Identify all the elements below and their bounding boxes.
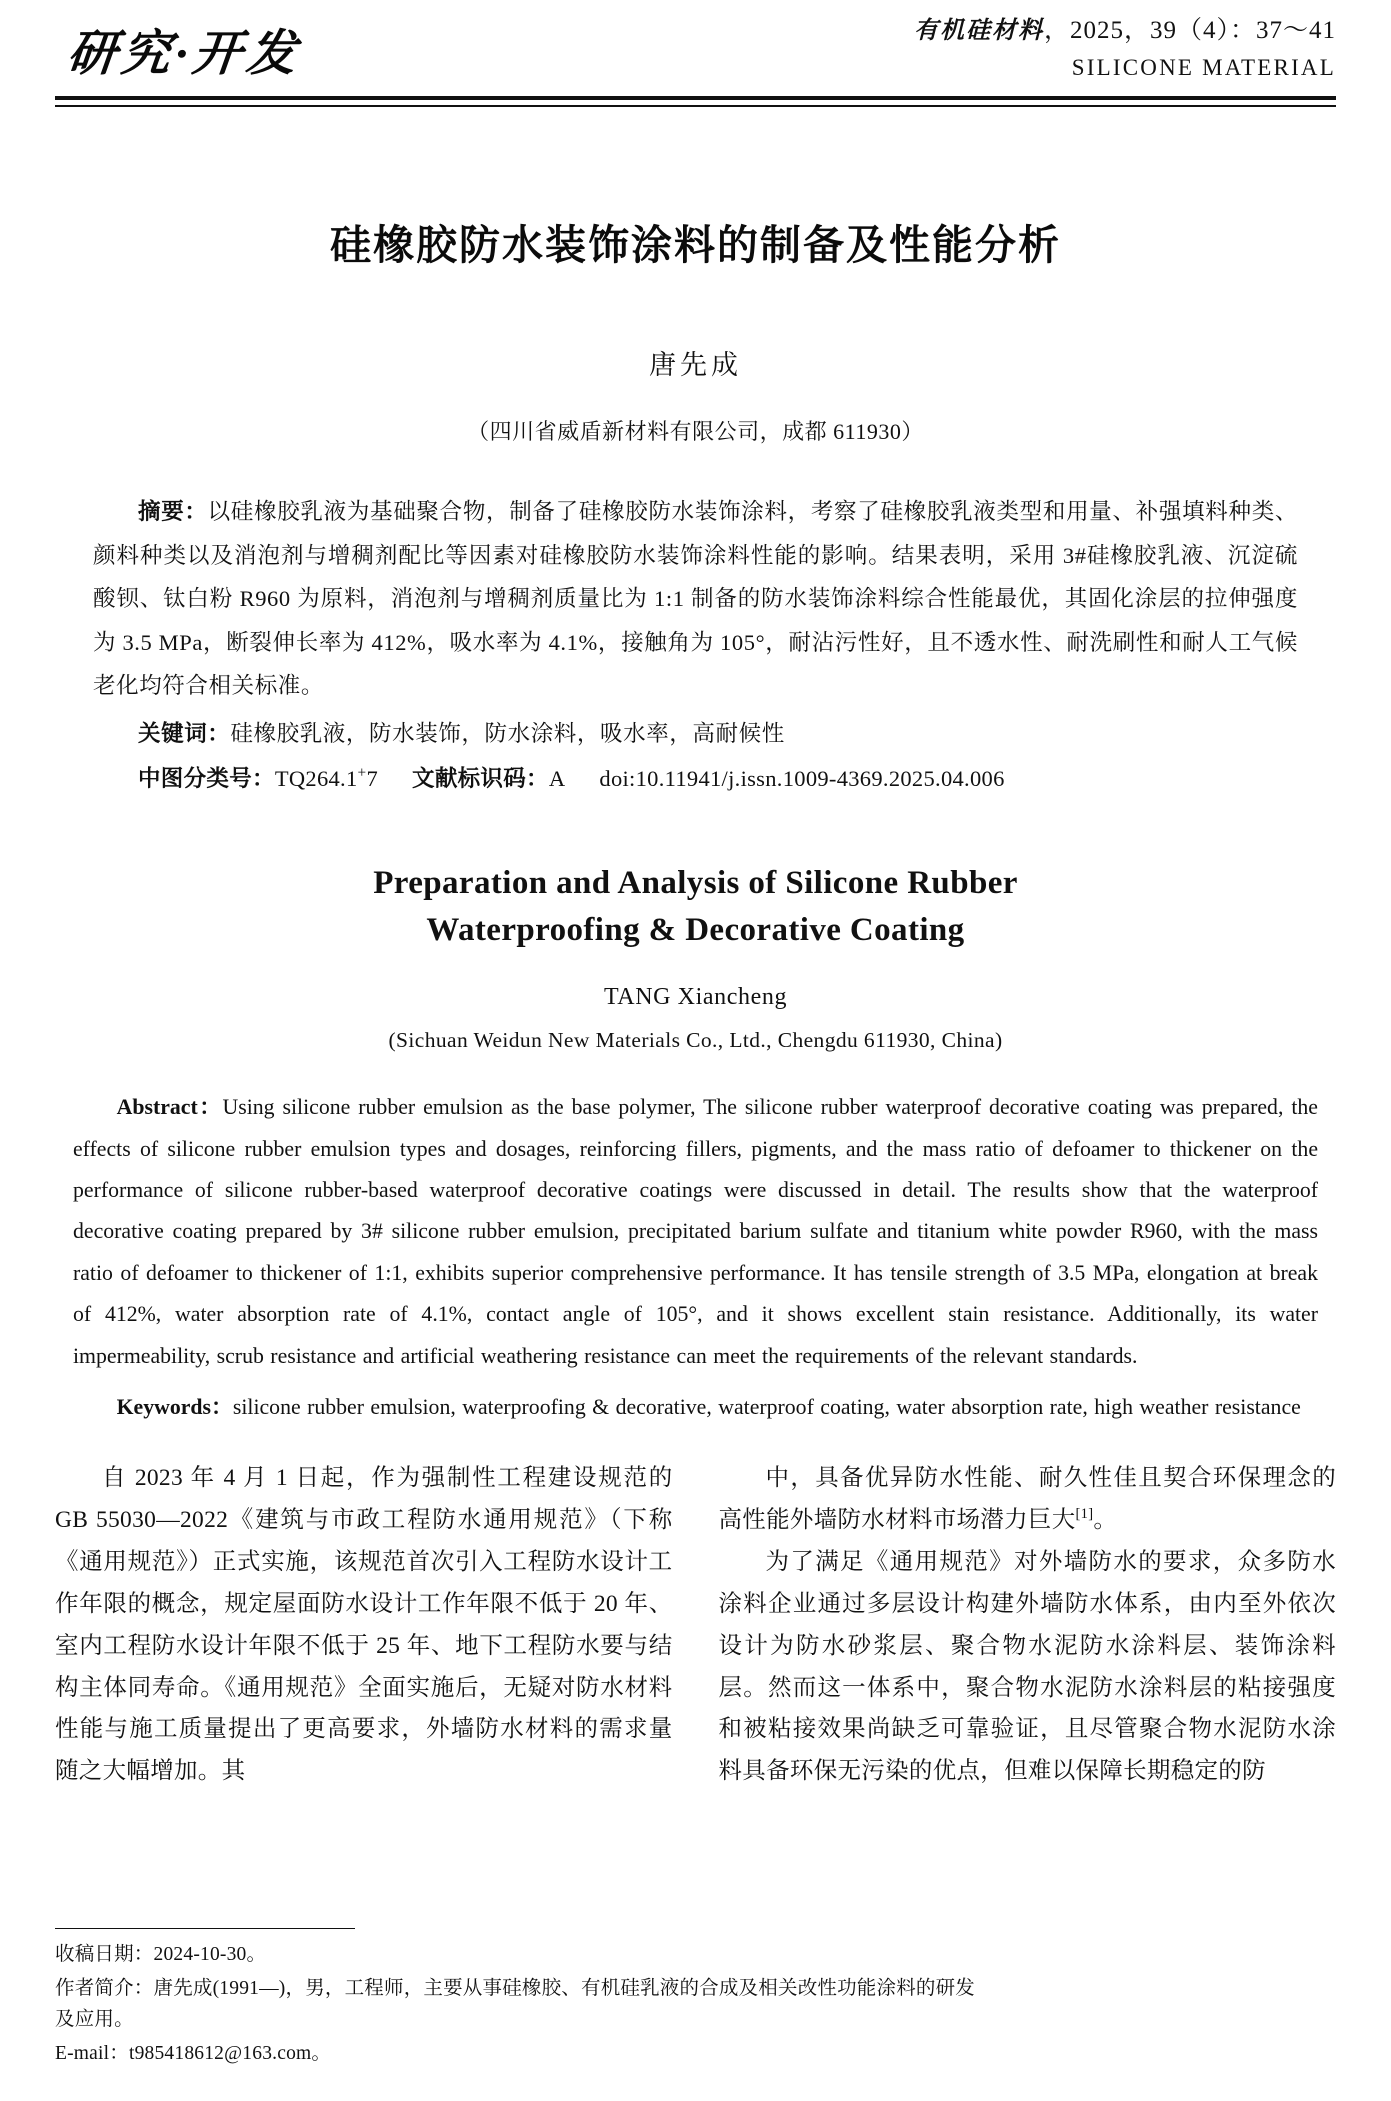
body-paragraph: [719, 1458, 1337, 1542]
abstract-cn-label: 摘要：: [138, 499, 208, 525]
keywords-cn-block: [93, 713, 1298, 756]
journal-name-cn: 有机硅材料: [913, 17, 1044, 44]
journal-citation: ，2025，39（4）：37～41: [1043, 16, 1336, 44]
clc-tail: 7: [366, 765, 379, 791]
page-title-en: [55, 860, 1336, 954]
affiliation-cn: （四川省威盾新材料有限公司，成都 611930）: [467, 419, 924, 444]
body-paragraph: 为了满足《通用规范》对外墙防水的要求，众多防水涂料企业通过多层设计构建外墙防水体系，由内至外依次设计为防水砂浆层、聚合物水泥防水涂料层、装饰涂料层。然而这一体系中，聚合物水泥防水涂料层的粘接强度和被粘接效果尚缺乏可靠验证，且尽管聚合物水泥防水涂料具备环保无污染的优点，但难以保障长期稳定的防: [718, 1549, 1336, 1785]
reference-marker: [1]: [1075, 1506, 1094, 1523]
keywords-en-text: silicone rubber emulsion, waterproofing & decorative, waterproof coating, water absorption rate, high weather resistance: [232, 1395, 1301, 1419]
footnote-block: [55, 1928, 975, 2073]
clc-label: 中图分类号：: [138, 765, 275, 792]
page-title-en-line2: Waterproofing & Decorative Coating: [426, 912, 965, 949]
abstract-cn-text: 以硅橡胶乳液为基础聚合物，制备了硅橡胶防水装饰涂料，考察了硅橡胶乳液类型和用量、补强填料种类、颜料种类以及消泡剂与增稠剂配比等因素对硅橡胶防水装饰涂料性能的影响。结果表明，采用 3#硅橡胶乳液、沉淀硫酸钡、钛白粉 R960 为原料，消泡剂与增稠剂质量比为 1:1 制备的防水装饰涂料综合性能最优，其固化涂层的拉伸强度为 3.5 MPa，断裂伸长率为 412%，吸水率为 4.1%，接触角为 105°，耐沾污性好，且不透水性、耐洗刷性和耐人工气候老化均符合相关标准。: [93, 499, 1298, 698]
body-column-right: [719, 1458, 1337, 1793]
doc-code-value: A: [548, 765, 566, 791]
body-text-run: 。: [1093, 1507, 1118, 1534]
body-columns: [55, 1458, 1336, 1793]
classification-block: [93, 758, 1298, 801]
clc-superscript: +: [357, 764, 367, 782]
doc-code-label: 文献标识码：: [412, 765, 549, 792]
page-title-cn: 硅橡胶防水装饰涂料的制备及性能分析: [330, 221, 1061, 269]
journal-info: [914, 14, 1336, 88]
abstract-cn-block: [93, 490, 1298, 707]
masthead-divider: [55, 96, 1336, 107]
doi-text: doi:10.11941/j.issn.1009-4369.2025.04.006: [599, 765, 1005, 791]
abstract-en-text: Using silicone rubber emulsion as the base polymer, The silicone rubber waterproof decorative coating was prepared, the effects of silicone rubber emulsion types and dosages, reinforcing fillers, pigments, and the mass ratio of defoamer to thickener on the performance of silicone rubber-based waterproof decorative coatings were discussed in detail. The results show that the waterproof decorative coating prepared by 3# silicone rubber emulsion, precipitated barium sulfate and titanium white powder R960, with the mass ratio of defoamer to thickener of 1:1, exhibits superior comprehensive performance. It has tensile strength of 3.5 MPa, elongation at break of 412%, water absorption rate of 4.1%, contact angle of 105°, and it shows excellent stain resistance. Additionally, its water impermeability, scrub resistance and artificial weathering resistance can meet the requirements of the relevant standards.: [73, 1095, 1318, 1368]
journal-name-en: SILICONE MATERIAL: [1071, 55, 1336, 81]
page-title-en-line1: Preparation and Analysis of Silicone Rubber: [373, 865, 1018, 902]
author-en: TANG Xiancheng: [603, 984, 788, 1011]
author-bio-line: [55, 1974, 975, 2034]
masthead: [55, 0, 1336, 88]
affiliation-en: (Sichuan Weidun New Materials Co., Ltd., Chengdu 611930, China): [388, 1028, 1003, 1053]
keywords-cn-label: 关键词：: [138, 720, 231, 747]
keywords-cn-text: 硅橡胶乳液，防水装饰，防水涂料，吸水率，高耐候性: [230, 720, 785, 746]
section-label: 研究·开发: [64, 26, 304, 81]
received-date-label: 收稿日期：: [55, 1944, 154, 1966]
clc-value: TQ264.1: [274, 765, 358, 791]
author-cn: 唐先成: [649, 350, 742, 380]
footnote-divider: [55, 1928, 355, 1929]
journal-citation-line: [914, 14, 1336, 49]
keywords-en-label: Keywords：: [116, 1395, 233, 1419]
author-bio-label: 作者简介：: [55, 1978, 154, 2000]
email-label: E-mail：: [55, 2042, 129, 2064]
author-bio-value: 唐先成(1991—)，男，工程师，主要从事硅橡胶、有机硅乳液的合成及相关改性功能涂料的研发及应用。: [55, 1978, 976, 2030]
keywords-en-block: [73, 1387, 1318, 1428]
body-paragraph: 自 2023 年 4 月 1 日起，作为强制性工程建设规范的 GB 55030—2022《建筑与市政工程防水通用规范》（下称《通用规范》）正式实施，该规范首次引入工程防水设计工作年限的概念，规定屋面防水设计工作年限不低于 20 年、室内工程防水设计年限不低于 25 年、地下工程防水要与结构主体同寿命。《通用规范》全面实施后，无疑对防水材料性能与施工质量提出了更高要求，外墙防水材料的需求量随之大幅增加。其: [55, 1465, 673, 1785]
email-value: t985418612@163.com。: [128, 2042, 332, 2064]
abstract-en-block: [73, 1087, 1318, 1377]
email-line: [55, 2039, 975, 2069]
abstract-en-label: Abstract：: [116, 1095, 223, 1120]
abstract-cn-paragraph: [93, 490, 1298, 707]
received-date-value: 2024-10-30。: [153, 1944, 267, 1966]
received-date-line: [55, 1940, 975, 1970]
body-column-left: [55, 1458, 673, 1793]
body-text-run: 中，具备优异防水性能、耐久性佳且契合环保理念的高性能外墙防水材料市场潜力巨大: [718, 1465, 1336, 1534]
